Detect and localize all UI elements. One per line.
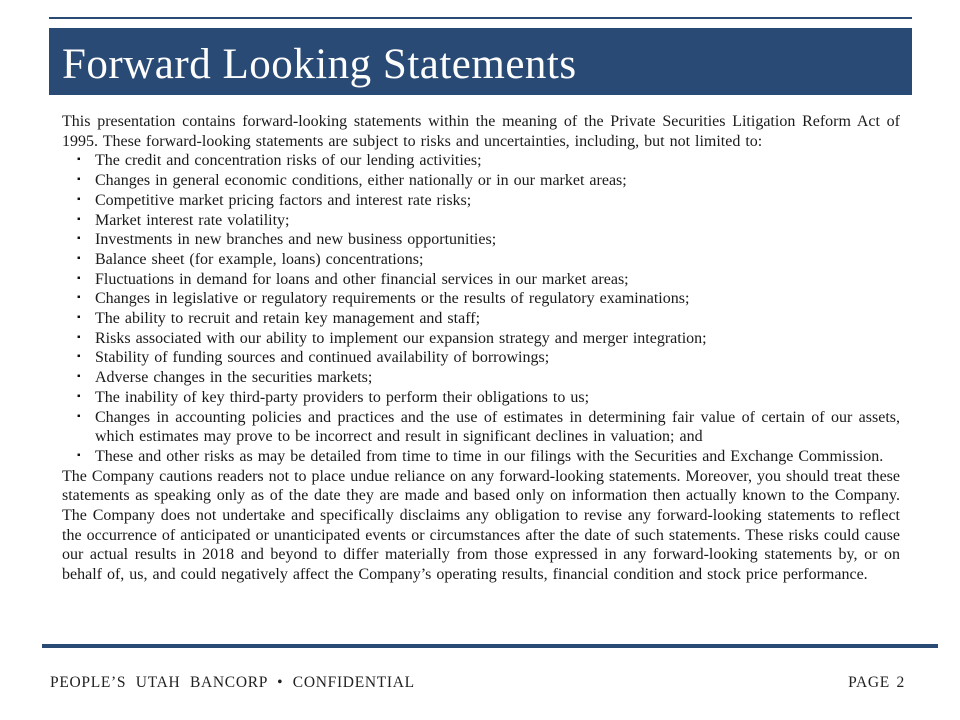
footer-divider (42, 644, 938, 648)
bullet-item: ▪ Balance sheet (for example, loans) concentrations; (62, 250, 900, 270)
bullet-item: ▪ Changes in general economic conditions, either nationally or in our market areas; (62, 171, 900, 191)
bullet-item: ▪ Competitive market pricing factors and interest rate risks; (62, 191, 900, 211)
bullet-item: ▪ Investments in new branches and new business opportunities; (62, 230, 900, 250)
bullet-item: ▪ The credit and concentration risks of our lending activities; (62, 151, 900, 171)
slide-body (62, 112, 900, 585)
closing-paragraph: The Company cautions readers not to place undue reliance on any forward-looking statements. Moreover, you should treat these statements as speaking only as of the date they are made and based only on information then actually known to the Company. The Company does not undertake and specifically disclaims any obligation to revise any forward-looking statements to reflect the occurrence of anticipated or unanticipated events or circumstances after the date of such statements. These risks could cause our actual results in 2018 and beyond to differ materially from those expressed in any forward-looking statements by, or on behalf of, us, and could negatively affect the Company’s operating results, financial condition and stock price performance. (62, 467, 900, 584)
bullet-item: ▪ The ability to recruit and retain key management and staff; (62, 309, 900, 329)
slide-title: Forward Looking Statements (62, 41, 577, 88)
risk-bullet-list (62, 151, 900, 466)
bullet-item: ▪ Changes in accounting policies and practices and the use of estimates in determining fair value of certain of our assets, which estimates may prove to be incorrect and result in significant declines in valuation; and (62, 408, 900, 447)
bullet-item: ▪ These and other risks as may be detailed from time to time in our filings with the Securities and Exchange Commission. (62, 447, 900, 467)
bullet-item: ▪ Adverse changes in the securities markets; (62, 368, 900, 388)
bullet-item: ▪ Fluctuations in demand for loans and other financial services in our market areas; (62, 270, 900, 290)
bullet-item: ▪ Risks associated with our ability to implement our expansion strategy and merger integration; (62, 329, 900, 349)
bullet-item: ▪ Market interest rate volatility; (62, 211, 900, 231)
footer-page-number: PAGE 2 (848, 674, 905, 691)
bullet-item: ▪ The inability of key third-party providers to perform their obligations to us; (62, 388, 900, 408)
footer (50, 674, 905, 692)
title-bar (49, 28, 912, 95)
top-divider (49, 17, 912, 19)
bullet-item: ▪ Changes in legislative or regulatory requirements or the results of regulatory examinations; (62, 289, 900, 309)
footer-company-label: PEOPLE’S UTAH BANCORP • CONFIDENTIAL (50, 674, 415, 691)
intro-paragraph: This presentation contains forward-looking statements within the meaning of the Private Securities Litigation Reform Act of 1995. These forward-looking statements are subject to risks and uncertainties, including, but not limited to: (62, 113, 900, 150)
bullet-item: ▪ Stability of funding sources and continued availability of borrowings; (62, 348, 900, 368)
